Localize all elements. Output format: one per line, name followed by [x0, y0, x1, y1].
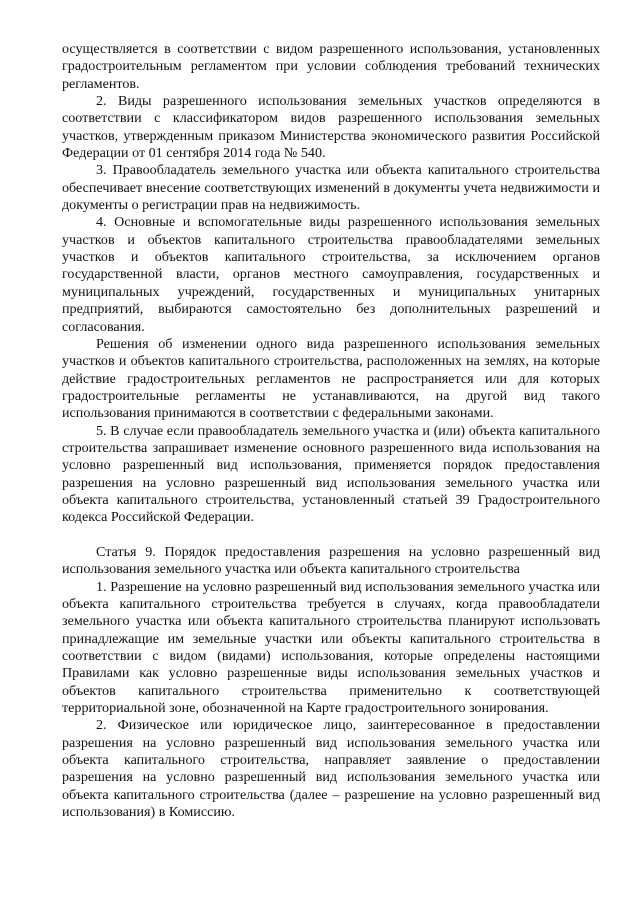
document-page — [62, 41, 600, 821]
article-9-item-1: 1. Разрешение на условно разрешенный вид использования земельного участка или объекта капитального строительства требуется в случаях, когда правообладатели земельного участка или объекта капитального строительства планируют использовать принадлежащие им земельные участки или объекты капитального строительства в соответствии с видом (видами) использования, которые определены настоящими Правилами как условно разрешенные виды использования земельных участков и объектов капитального строительства применительно к соответствующей территориальной зоне, обозначенной на Карте градостроительного зонирования. — [62, 578, 600, 717]
paragraph-item-2: 2. Виды разрешенного использования земельных участков определяются в соответствии с классификатором видов разрешенного использования земельных участков, утвержденным приказом Министерства экономического развития Российской Федерации от 01 сентября 2014 года № 540. — [62, 93, 600, 162]
paragraph-item-4: 4. Основные и вспомогательные виды разрешенного использования земельных участков и объектов капитального строительства правообладателями земельных участков и объектов капитального строительства, за исключением органов государственной власти, органов местного самоуправления, государственных и муниципальных учреждений, государственных и муниципальных унитарных предприятий, выбираются самостоятельно без дополнительных разрешений и согласования. — [62, 214, 600, 335]
article-9-item-2: 2. Физическое или юридическое лицо, заинтересованное в предоставлении разрешения на условно разрешенный вид использования земельного участка или объекта капитального строительства, направляет заявление о предоставлении разрешения на условно разрешенный вид использования земельного участка или объекта капитального строительства (далее – разрешение на условно разрешенный вид использования) в Комиссию. — [62, 717, 600, 821]
paragraph-item-3: 3. Правообладатель земельного участка или объекта капитального строительства обеспечивает внесение соответствующих изменений в документы учета недвижимости и документы о регистрации прав на недвижимость. — [62, 162, 600, 214]
article-9-heading: Статья 9. Порядок предоставления разрешения на условно разрешенный вид использования земельного участка или объекта капитального строительства — [62, 543, 600, 578]
paragraph-decisions: Решения об изменении одного вида разрешенного использования земельных участков и объектов капитального строительства, расположенных на землях, на которые действие градостроительных регламентов не распространяется или для которых градостроительные регламенты не устанавливаются, на другой вид такого использования принимаются в соответствии с федеральными законами. — [62, 335, 600, 422]
paragraph-item-5: 5. В случае если правообладатель земельного участка и (или) объекта капитального строительства запрашивает изменение основного разрешенного вида использования на условно разрешенный вид использования, применяется порядок предоставления разрешения на условно разрешенный вид использования земельного участка или объекта капитального строительства, установленный статьей 39 Градостроительного кодекса Российской Федерации. — [62, 422, 600, 526]
paragraph-continuation: осуществляется в соответствии с видом разрешенного использования, установленных градостроительным регламентом при условии соблюдения требований технических регламентов. — [62, 41, 600, 92]
